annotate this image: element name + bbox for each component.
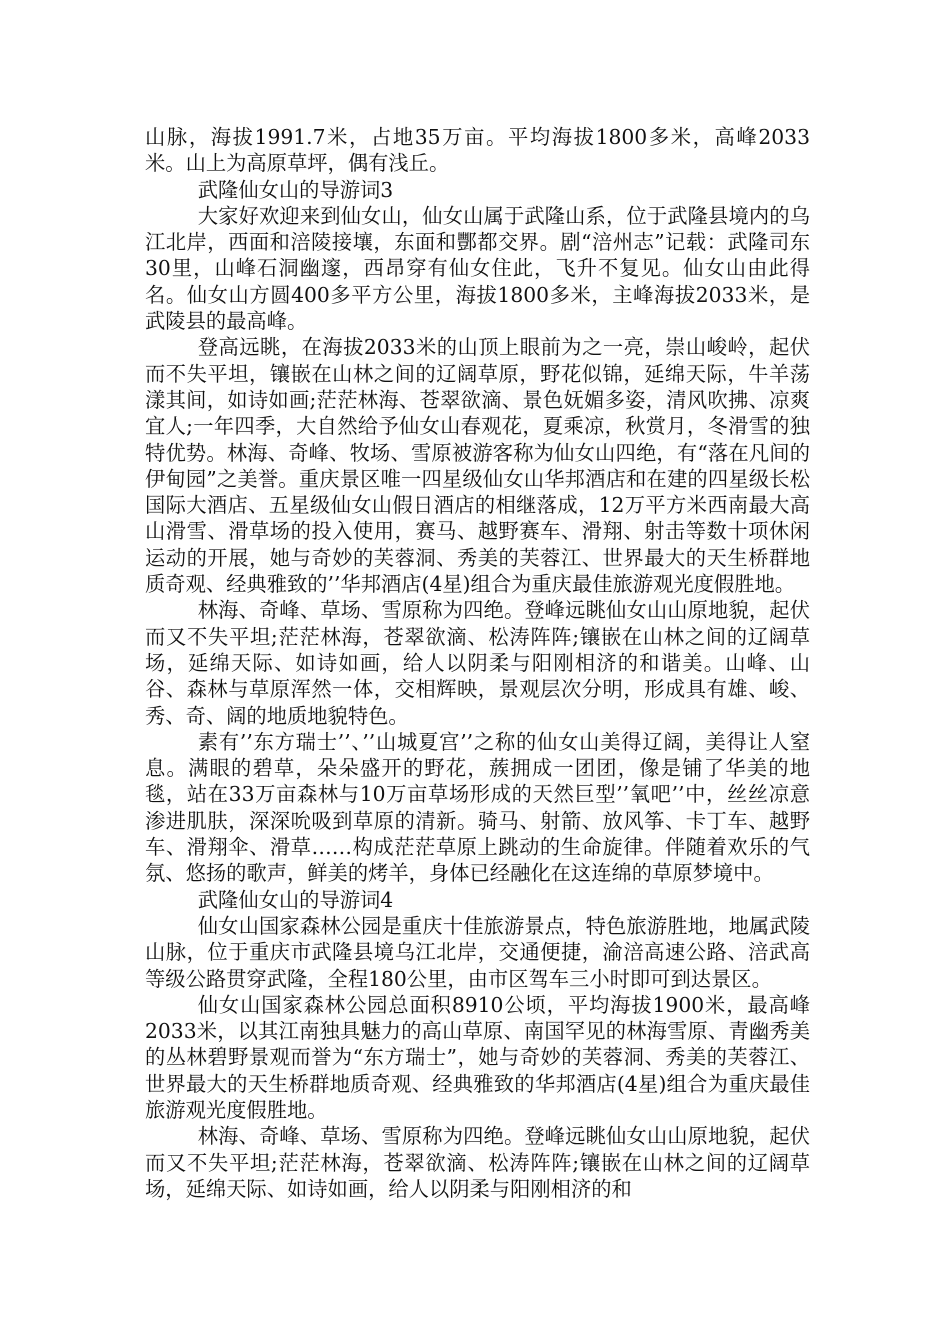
paragraph: 林海、奇峰、草场、雪原称为四绝。登峰远眺仙女山山原地貌，起伏而又不失平坦;茫茫林海，苍翠欲滴、松涛阵阵;镶嵌在山林之间的辽阔草场，延绵天际、如诗如画，给人以阴柔与阳刚相济的和谐美。山峰、山谷、森林与草原浑然一体，交相辉映，景观层次分明，形成具有雄、峻、秀、奇、阔的地质地貌特色。 xyxy=(145,598,810,728)
document-body xyxy=(145,124,810,1202)
section-heading-3: 武隆仙女山的导游词3 xyxy=(197,177,394,202)
paragraph: 大家好欢迎来到仙女山，仙女山属于武隆山系，位于武隆县境内的乌江北岸，西面和涪陵接壤，东面和酆都交界。剧“涪州志”记载：武隆司东30里，山峰石洞幽邃，西昂穿有仙女住此，飞升不复见。仙女山由此得名。仙女山方圆400多平方公里，海拔1800多米，主峰海拔2033米，是武陵县的最高峰。 xyxy=(145,203,810,334)
paragraph: 素有’’东方瑞士’’、’’山城夏宫’’之称的仙女山美得辽阔，美得让人窒息。满眼的碧草，朵朵盛开的野花，蔟拥成一团团，像是铺了华美的地毯，站在33万亩森林与10万亩草场形成的天然巨型’’氧吧’’中，丝丝凉意渗进肌肤，深深吮吸到草原的清新。骑马、射箭、放风筝、卡丁车、越野车、滑翔伞、滑草……构成茫茫草原上跳动的生命旋律。伴随着欢乐的气氛、悠扬的歌声，鲜美的烤羊，身体已经融化在这连绵的草原梦境中。 xyxy=(145,729,810,886)
paragraph-continued: 山脉，海拔1991.7米，占地35万亩。平均海拔1800多米，高峰2033米。山上为高原草坪，偶有浅丘。 xyxy=(145,125,810,176)
paragraph: 仙女山国家森林公园总面积8910公顷，平均海拔1900米，最高峰2033米，以其江南独具魅力的高山草原、南国罕见的林海雪原、青幽秀美的丛林碧野景观而誉为“东方瑞士”，她与奇妙的芙蓉洞、秀美的芙蓉江、世界最大的天生桥群地质奇观、经典雅致的华邦酒店(4星)组合为重庆最佳旅游观光度假胜地。 xyxy=(145,992,810,1122)
paragraph: 登高远眺，在海拔2033米的山顶上眼前为之一亮，崇山峻岭，起伏而不失平坦，镶嵌在山林之间的辽阔草原，野花似锦，延绵天际，牛羊荡漾其间，如诗如画;茫茫林海、苍翠欲滴、景色妩媚多姿，清风吹拂、凉爽宜人;一年四季，大自然给予仙女山春观花，夏乘凉，秋赏月，冬滑雪的独特优势。林海、奇峰、牧场、雪原被游客称为仙女山四绝，有“落在凡间的伊甸园”之美誉。重庆景区唯一四星级仙女山华邦酒店和在建的四星级长松国际大酒店、五星级仙女山假日酒店的相继落成，12万平方米西南最大高山滑雪、滑草场的投入使用，赛马、越野赛车、滑翔、射击等数十项休闲运动的开展，她与奇妙的芙蓉洞、秀美的芙蓉江、世界最大的天生桥群地质奇观、经典雅致的’’华邦酒店(4星)组合为重庆最佳旅游观光度假胜地。 xyxy=(145,335,810,597)
paragraph: 仙女山国家森林公园是重庆十佳旅游景点，特色旅游胜地，地属武陵山脉，位于重庆市武隆县境乌江北岸，交通便捷，渝涪高速公路、涪武高等级公路贯穿武隆，全程180公里，由市区驾车三小时即可到达景区。 xyxy=(145,913,810,991)
paragraph-truncated: 林海、奇峰、草场、雪原称为四绝。登峰远眺仙女山山原地貌，起伏而又不失平坦;茫茫林海，苍翠欲滴、松涛阵阵;镶嵌在山林之间的辽阔草场，延绵天际、如诗如画，给人以阴柔与阳刚相济的和 xyxy=(145,1124,810,1201)
section-heading-4: 武隆仙女山的导游词4 xyxy=(197,887,394,912)
